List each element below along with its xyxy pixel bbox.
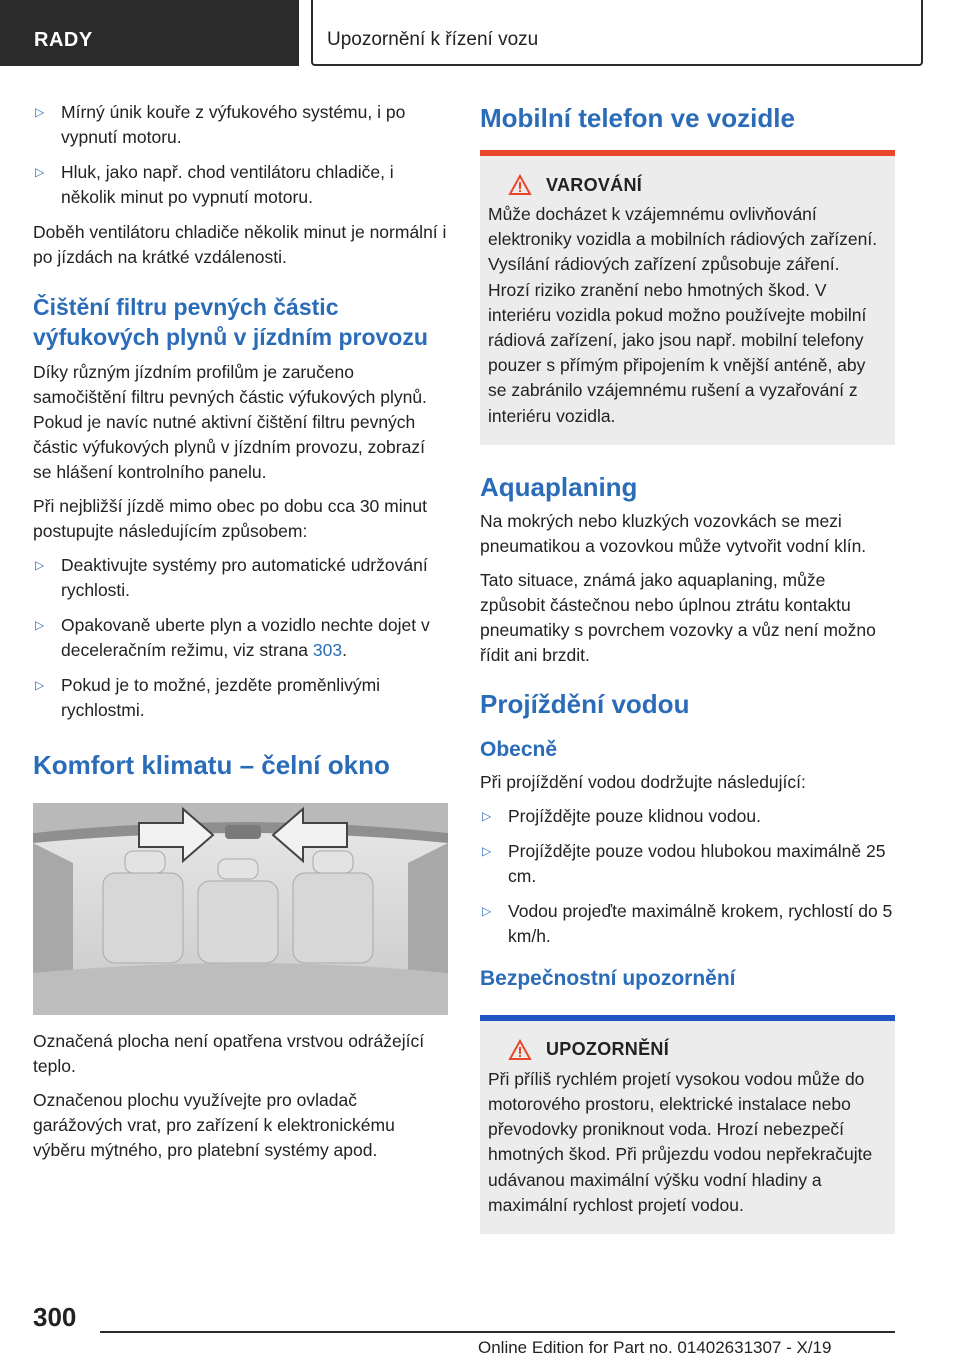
warning-box (480, 150, 895, 445)
section-tab[interactable] (0, 0, 299, 66)
heading-filter-cleaning: Čištění filtru pevných částic výfukových plynů v jízdním provozu (33, 294, 428, 350)
warning-title: VAROVÁNÍ (546, 174, 643, 195)
paragraph-aqua-1: Na mokrých nebo kluzkých vozovkách se mezi pneumatikou a vozovkou může vytvořit vodní klín. (480, 510, 867, 556)
list-item: ▷ Projíždějte pouze vodou hlubokou maximálně 25 cm. (482, 840, 886, 886)
triangle-bullet-icon: ▷ (35, 678, 45, 692)
warning-triangle-icon (508, 174, 532, 196)
heading-water-crossing: Projíždění vodou (480, 688, 690, 719)
paragraph-filter-1: Díky různým jízdním profilům je zaručeno samočištění filtru pevných částic výfukových plynů. Pokud je navíc nutné aktivní čištění filtru pevných částic výfukových plynů v jízdním provozu, zobrazí se hlášení kontrolního panelu. (33, 362, 427, 482)
triangle-bullet-icon: ▷ (35, 618, 45, 632)
triangle-bullet-icon: ▷ (35, 558, 45, 572)
triangle-bullet-icon: ▷ (482, 808, 492, 823)
notice-title: UPOZORNĚNÍ (546, 1039, 670, 1060)
left-column (33, 100, 448, 1172)
heading-general: Obecně (480, 737, 558, 761)
heading-mobile-phone: Mobilní telefon ve vozidle (480, 103, 795, 133)
notice-box (480, 1015, 895, 1234)
warning-triangle-icon (508, 1039, 532, 1061)
heading-safety-notice: Bezpečnostní upozornění (480, 966, 736, 990)
list-item: ▷ Opakovaně uberte plyn a vozidlo nechte dojet v deceleračním režimu, viz strana 303. (35, 615, 430, 660)
triangle-bullet-icon: ▷ (35, 165, 45, 179)
section-title: RADY (34, 29, 93, 51)
paragraph-water-intro: Při projíždění vodou dodržujte následující: (480, 771, 806, 792)
heading-aquaplaning: Aquaplaning (480, 471, 638, 502)
footer-edition: Online Edition for Part no. 01402631307 - X/19 (478, 1338, 832, 1357)
warning-text: Může docházet k vzájemnému ovlivňování elektroniky vozidla a mobilních rádiových zařízení. Vysílání rádiových zařízení způsobuje záření. Hrozí riziko zranění nebo hmotných škod. V interiéru vozidla pokud možno používejte mobilní rádiová zařízení, jako jsou např. mobilní telefony pouzer s přímým připojením k vnější anténě, aby se zabránilo vzájemnému rušení a vyzařování z interiéru vozidla. (488, 204, 878, 426)
paragraph-filter-2: Při nejbližší jízdě mimo obec po dobu cca 30 minut postupujte následujícím způsobem: (33, 496, 427, 541)
notice-text: Při příliš rychlém projetí vysokou vodou může do motorového prostoru, elektrické instalace nebo převodovky proniknout voda. Hrozí nebezpečí hmotných škod. Při průjezdu vodou nepřekračujte udávanou maximální výšku vodní hladiny a maximální rychlost projetí vodou. (488, 1068, 873, 1215)
list-item: ▷ Pokud je to možné, jezděte proměnlivými rychlostmi. (35, 675, 381, 720)
notice-title-row (508, 1039, 883, 1061)
page-header (0, 0, 960, 66)
triangle-bullet-icon: ▷ (482, 843, 492, 858)
paragraph-aqua-2: Tato situace, známá jako aquaplaning, může způsobit částečnou nebo úplnou ztrátu kontaktu pneumatiky s povrchem vozovky a vůz není možno řídit ani brzdit. (480, 569, 876, 665)
list-item: ▷ Vodou projeďte maximálně krokem, rychlostí do 5 km/h. (482, 900, 893, 946)
page-link[interactable]: 303 (312, 640, 343, 660)
triangle-bullet-icon: ▷ (482, 903, 492, 918)
chapter-title: Upozornění k řízení vozu (327, 29, 539, 50)
list-item: ▷ Mírný únik kouře z výfukového systému, i po vypnutí motoru. (35, 102, 406, 147)
notice-divider (480, 1015, 895, 1021)
warning-title-row (508, 174, 883, 196)
caption-2: Označenou plochu využívejte pro ovladač garážových vrat, pro zařízení k elektronickému výběru mýtného, pro platební systémy apod. (33, 1090, 395, 1160)
windshield-illustration (33, 803, 448, 1015)
warning-divider (480, 150, 895, 156)
heading-climate-comfort: Komfort klimatu – čelní okno (33, 750, 390, 780)
page-number: 300 (33, 1302, 77, 1332)
list-item: ▷ Hluk, jako např. chod ventilátoru chladiče, i několik minut po vypnutí motoru. (35, 162, 394, 207)
list-item: ▷ Deaktivujte systémy pro automatické udržování rychlosti. (35, 555, 428, 600)
chapter-tab[interactable] (311, 0, 923, 66)
triangle-bullet-icon: ▷ (35, 105, 45, 119)
car-interior-icon (33, 803, 448, 1015)
footer-divider (100, 1331, 895, 1333)
caption-1: Označená plocha není opatřena vrstvou odrážející teplo. (33, 1031, 425, 1076)
list-item: ▷ Projíždějte pouze klidnou vodou. (480, 804, 895, 829)
right-column (480, 100, 895, 1234)
paragraph-fan: Doběh ventilátoru chladiče několik minut je normální i po jízdách na krátké vzdálenosti. (33, 222, 447, 267)
